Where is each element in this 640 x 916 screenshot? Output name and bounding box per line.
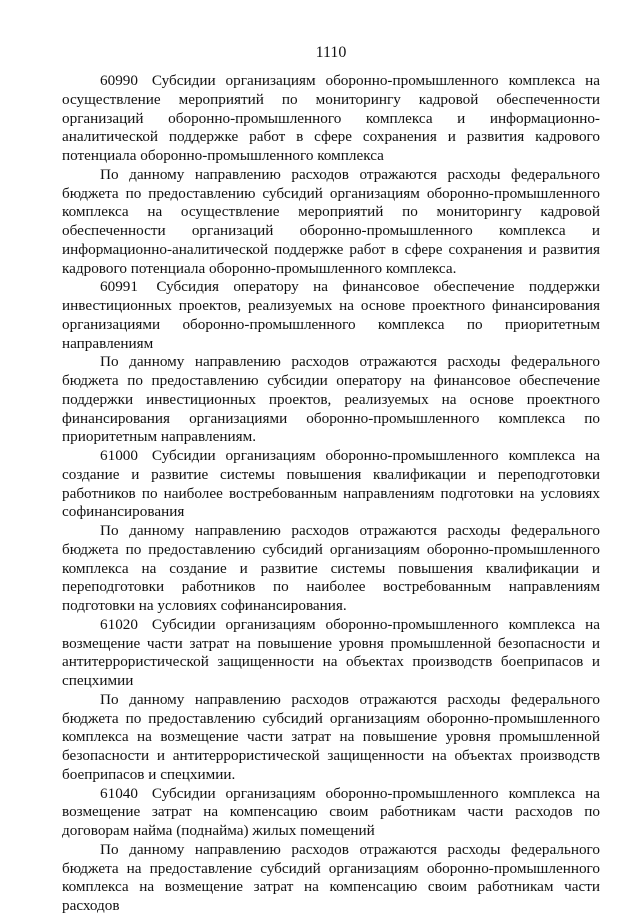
paragraph-text: По данному направлению расходов отражаются расходы федерального бюджета по предоставлению субсидии оператору на финансовое обеспечение поддержки инвестиционных проектов, реализуемых на основе проектного финансирования организациями оборонно-промышленного комплекса по приоритетным направлениям. <box>62 353 600 446</box>
paragraph-61040-description <box>62 841 600 916</box>
paragraph-61000-title <box>62 447 600 522</box>
paragraph-text: По данному направлению расходов отражаются расходы федерального бюджета по предоставлению субсидий организациям оборонно-промышленного комплекса на создание и развитие системы повышения квалификации и переподготовки работников по наиболее востребованным направлениям подготовки на условиях софинансирования. <box>62 522 600 614</box>
expense-code: 61040 <box>100 784 138 802</box>
paragraph-text: По данному направлению расходов отражаются расходы федерального бюджета по предоставлению субсидий организациям оборонно-промышленного комплекса на осуществление мероприятий по мониторингу кадровой обеспеченности организаций оборонно-промышленного комплекса и информационно-аналитической поддержке работ в сфере сохранения и развития кадрового потенциала оборонно-промышленного комплекса. <box>62 165 600 277</box>
paragraph-text: Субсидии организациям оборонно-промышленного комплекса на возмещение затрат на компенсацию своим работникам части расходов по договорам найма (поднайма) жилых помещений <box>62 784 600 839</box>
expense-code: 61000 <box>100 447 138 464</box>
document-page <box>62 0 600 914</box>
paragraph-text: Субсидии организациям оборонно-промышленного комплекса на осуществление мероприятий по мониторингу кадровой обеспеченности организаций оборонно-промышленного комплекса и информационно-аналитической поддержке работ в сфере сохранения и развития кадрового потенциала оборонно-промышленного комплекса <box>62 72 600 164</box>
paragraph-text: Субсидии организациям оборонно-промышленного комплекса на возмещение части затрат на повышение уровня промышленной безопасности и антитеррористической защищенности на объектах производств боеприпасов и спецхимии <box>62 615 600 689</box>
paragraph-text: По данному направлению расходов отражаются расходы федерального бюджета на предоставление субсидий организациям оборонно-промышленного комплекса на возмещение затрат на компенсацию своим работникам части расходов <box>62 840 600 914</box>
expense-code: 60990 <box>100 72 138 89</box>
paragraph-61000-description <box>62 522 600 616</box>
paragraph-text: Субсидии организациям оборонно-промышленного комплекса на создание и развитие системы повышения квалификации и переподготовки работников по наиболее востребованным направлениям подготовки на условиях софинансирования <box>62 447 600 521</box>
paragraph-61020-description <box>62 691 600 785</box>
paragraph-61020-title <box>62 616 600 691</box>
paragraph-60991-title <box>62 278 600 353</box>
page-number: 1110 <box>315 44 347 61</box>
expense-code: 60991 <box>100 278 138 296</box>
paragraph-60990-description <box>62 166 600 279</box>
expense-code: 61020 <box>100 615 138 633</box>
paragraph-60991-description <box>62 353 600 447</box>
document-body <box>62 72 600 916</box>
paragraph-61040-title <box>62 785 600 841</box>
paragraph-60990-title <box>62 72 600 166</box>
paragraph-text: Субсидия оператору на финансовое обеспечение поддержки инвестиционных проектов, реализуемых на основе проектного финансирования организациями оборонно-промышленного комплекса по приоритетным направлениям <box>62 278 600 352</box>
paragraph-text: По данному направлению расходов отражаются расходы федерального бюджета по предоставлению субсидий организациям оборонно-промышленного комплекса на возмещение части затрат на повышение уровня промышленной безопасности и антитеррористической защищенности на объектах производств боеприпасов и спецхимии. <box>62 690 600 783</box>
